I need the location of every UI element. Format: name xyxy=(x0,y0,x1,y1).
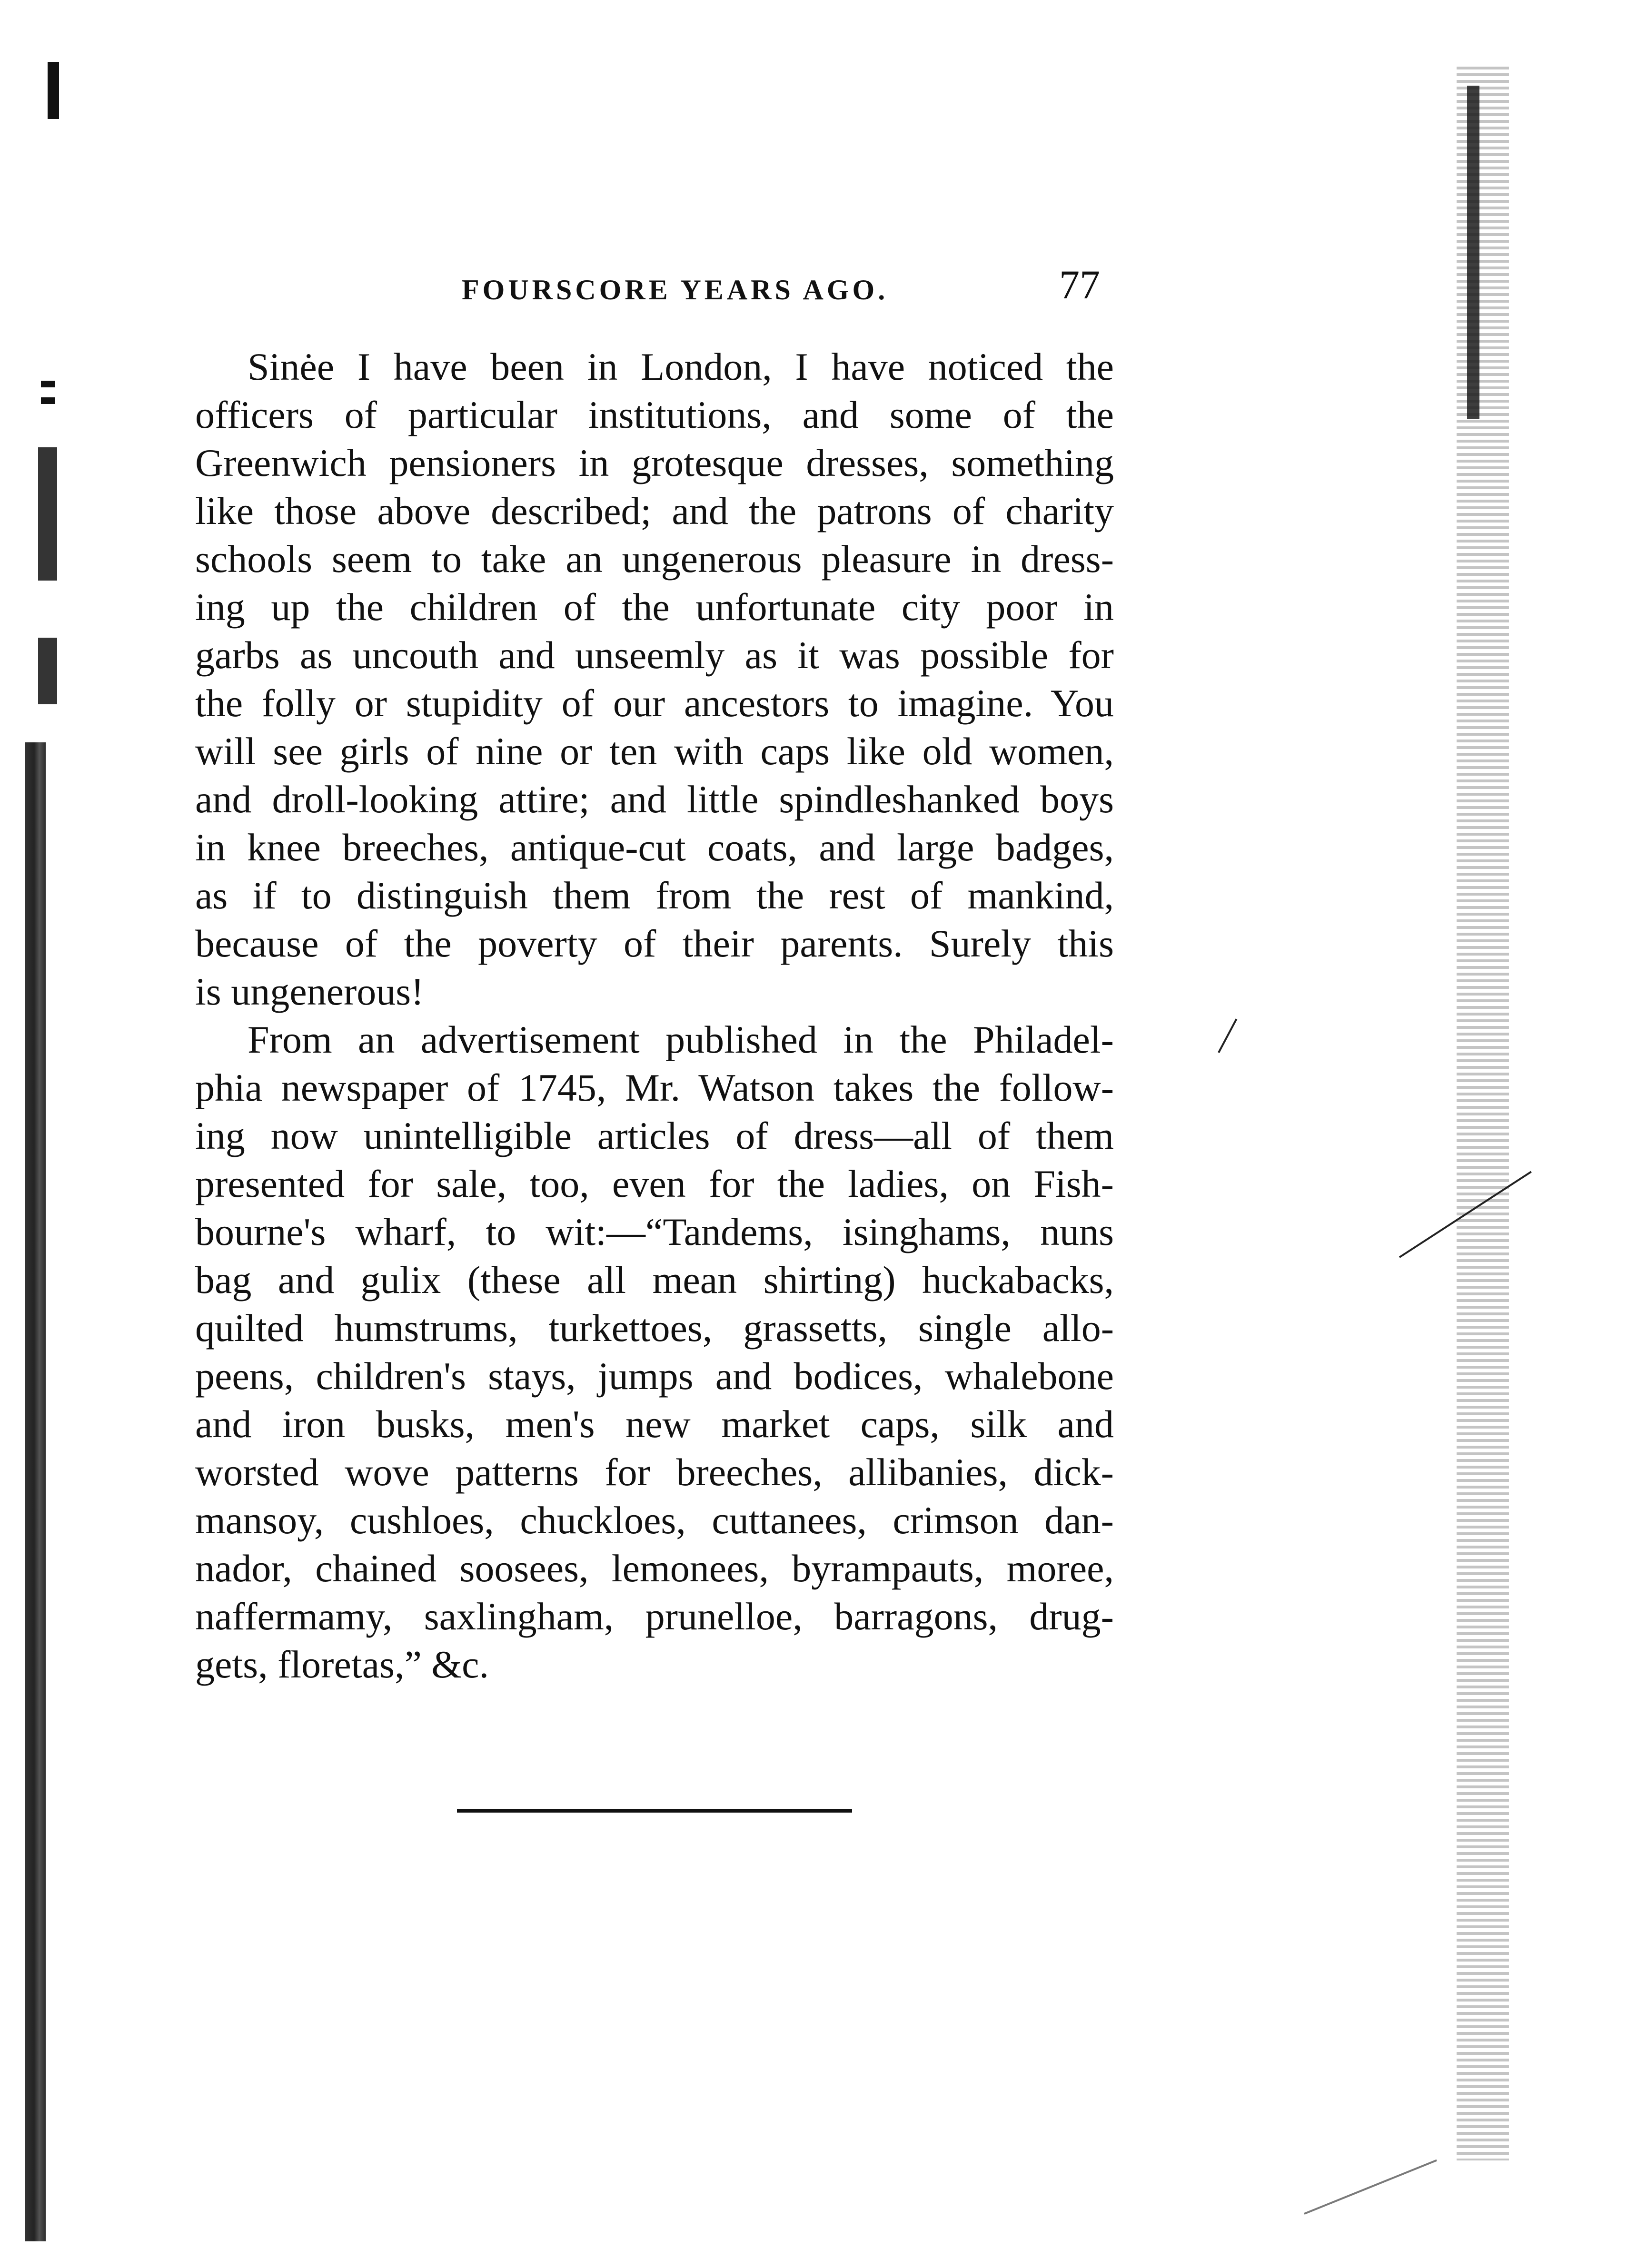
text-line: phia newspaper of 1745, Mr. Watson takes the follow- xyxy=(195,1066,1114,1109)
binding-mark xyxy=(38,638,57,704)
page-edge-shadow xyxy=(1457,67,1509,2160)
text-line: peens, children's stays, jumps and bodices, whalebone xyxy=(195,1354,1114,1398)
binding-mark xyxy=(48,62,59,119)
text-line: Greenwich pensioners in grotesque dresses, something xyxy=(195,441,1114,484)
binding-mark xyxy=(38,447,57,581)
text-line: worsted wove patterns for breeches, allibanies, dick- xyxy=(195,1450,1114,1494)
text-line: because of the poverty of their parents. Surely this xyxy=(195,922,1114,965)
text-line: will see girls of nine or ten with caps like old women, xyxy=(195,730,1114,773)
text-line: gets, floretas,” &c. xyxy=(195,1643,489,1686)
text-line: quilted humstrums, turkettoes, grassetts, single allo- xyxy=(195,1306,1114,1350)
section-rule xyxy=(457,1809,852,1813)
text-line: officers of particular institutions, and some of the xyxy=(195,393,1114,436)
text-line: in knee breeches, antique-cut coats, and large badges, xyxy=(195,826,1114,869)
text-line: ing up the children of the unfortunate city poor in xyxy=(195,585,1114,629)
text-line: and iron busks, men's new market caps, silk and xyxy=(195,1402,1114,1446)
text-line: bag and gulix (these all mean shirting) huckabacks, xyxy=(195,1258,1114,1302)
pencil-mark xyxy=(1218,1018,1237,1053)
text-line: the folly or stupidity of our ancestors to imagine. You xyxy=(195,681,1114,725)
text-line: mansoy, cushloes, chuckloes, cuttanees, crimson dan- xyxy=(195,1499,1114,1542)
paragraph xyxy=(195,1016,1114,1688)
pencil-mark xyxy=(1304,2160,1437,2215)
text-line: and droll-looking attire; and little spindleshanked boys xyxy=(195,778,1114,821)
binding-mark xyxy=(41,397,55,404)
binding-shadow xyxy=(25,742,46,2241)
text-line: bourne's wharf, to wit:—“Tandems, isinghams, nuns xyxy=(195,1210,1114,1253)
body-text xyxy=(195,343,1114,1688)
text-line: Sinėe I have been in London, I have noticed the xyxy=(248,345,1114,388)
text-line: is ungenerous! xyxy=(195,970,424,1013)
text-line: schools seem to take an ungenerous pleasure in dress- xyxy=(195,537,1114,581)
text-line: ing now unintelligible articles of dress—all of them xyxy=(195,1114,1114,1157)
page-edge-shadow xyxy=(1467,86,1479,419)
text-line: From an advertisement published in the Philadel- xyxy=(248,1018,1114,1061)
text-line: nador, chained soosees, lemonees, byrampauts, moree, xyxy=(195,1547,1114,1590)
paragraph xyxy=(195,343,1114,1016)
text-line: naffermamy, saxlingham, prunelloe, barragons, drug- xyxy=(195,1595,1114,1638)
binding-mark xyxy=(41,381,55,387)
text-line: presented for sale, too, even for the ladies, on Fish- xyxy=(195,1162,1114,1205)
text-line: garbs as uncouth and unseemly as it was possible for xyxy=(195,633,1114,677)
text-line: as if to distinguish them from the rest of mankind, xyxy=(195,874,1114,917)
page-number: 77 xyxy=(1059,262,1100,307)
text-line: like those above described; and the patrons of charity xyxy=(195,489,1114,532)
running-title: FOURSCORE YEARS AGO. xyxy=(462,274,889,306)
